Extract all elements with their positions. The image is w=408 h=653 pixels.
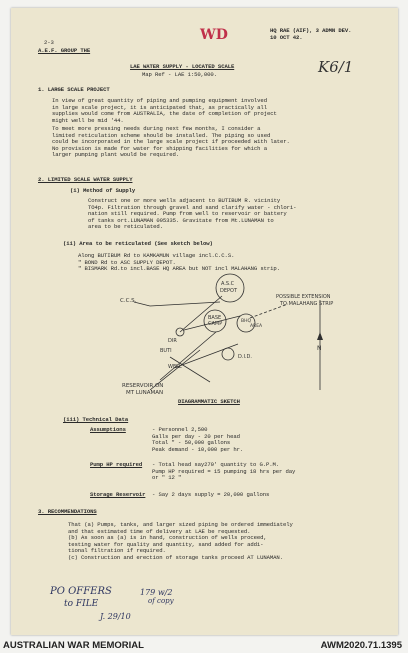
- date-line: 10 OCT 42.: [270, 34, 303, 41]
- file-heading: A.E.F. GROUP THE: [38, 47, 91, 54]
- handwritten-note: to FILE: [64, 599, 99, 609]
- sketch-label-road: DIR: [168, 338, 177, 344]
- page-ref: 2-3: [44, 39, 54, 46]
- recommendations-heading: 3. RECOMMENDATIONS: [38, 508, 97, 515]
- section-1-line: In view of great quantity of piping and pumping equipment involved: [52, 97, 267, 104]
- sketch-label-extension: POSSIBLE EXTENSION: [276, 294, 331, 300]
- section-1-line: might well be mid '44.: [52, 116, 124, 124]
- folio-number: K6/1: [318, 58, 354, 76]
- handwritten-note: J. 29/10: [100, 612, 131, 621]
- area-line: " BISMARK Rd.to incl.BASE HQ AREA but NOT incl MALAHANG strip.: [78, 265, 280, 272]
- area-heading: (ii) Area to be reticulated (See sketch below): [63, 240, 213, 247]
- method-line: TO4p. Filtration through gravel and sand clarify water - chlori-: [88, 203, 297, 211]
- section-1-line: larger pumping plant would be required.: [52, 151, 180, 158]
- recommendation-line: (b) As soon as (a) is in hand, construction of wells proceed,: [68, 534, 267, 541]
- pipe-line: [174, 344, 238, 368]
- recommendation-line: (c) Construction and erection of storage tanks proceed AT LUNAMAN.: [68, 553, 283, 561]
- area-line: Along BUTIBUM Rd to KAMKAMUN village incl.C.C.S.: [78, 252, 235, 259]
- footer-archive-name: AUSTRALIAN WAR MEMORIAL: [3, 640, 144, 651]
- sketch-label-road: BUTI: [160, 348, 172, 354]
- sketch-label-reservoir: RESERVOIR ON: [122, 383, 164, 389]
- assumption-line: Galls per day - 20 per head: [152, 432, 240, 440]
- recommendation-line: That (a) Pumps, tanks, and larger sized piping be ordered immediately: [68, 521, 293, 528]
- section-1-line: in large scale project, it is anticipated that, as practically all: [52, 103, 267, 111]
- method-line: of tanks ort.LUNAMAN 095335. Gravitate from Mt.LUNAMAN to: [88, 216, 274, 224]
- assumption-line: Peak demand - 10,000 per hr.: [152, 445, 244, 453]
- method-heading: (i) Method of Supply: [70, 187, 136, 194]
- assumptions-label: Assumptions: [90, 426, 126, 433]
- section-1-line: could be incorporated in the large scale project if proceeded with later.: [52, 138, 290, 145]
- sender-line: HQ RAE (AIF), 3 ADMN DEV.: [270, 27, 352, 34]
- assumption-line: Total " - 50,000 gallons: [152, 439, 231, 446]
- wd-stamp: WD: [200, 27, 228, 43]
- map-reference: Map Ref - LAE 1:50,000.: [142, 71, 217, 78]
- storage-text: - Say 2 days supply = 20,000 gallons: [152, 491, 270, 498]
- section-2-heading: 2. LIMITED SCALE WATER SUPPLY: [38, 176, 133, 183]
- technical-data-heading: (iii) Technical Data: [63, 416, 129, 423]
- sketch-label-bhq: BHQ: [241, 319, 252, 324]
- sketch-label-well: WELL: [168, 364, 182, 370]
- handwritten-note: of copy: [148, 597, 174, 605]
- sketch-north-label: N: [317, 345, 322, 352]
- section-1-line: To meet more pressing needs during next few months, I consider a: [52, 125, 261, 132]
- method-line: nation still required. Pump from well to reservoir or battery: [88, 210, 287, 217]
- north-arrow-head: [317, 332, 323, 340]
- diagrammatic-sketch: [120, 272, 350, 402]
- sketch-label-did: D.I.D.: [238, 354, 252, 360]
- road-line: [150, 302, 220, 306]
- area-line: " BOND Rd to ASC SUPPLY DEPOT.: [78, 258, 176, 266]
- sketch-label-depot: DEPOT: [220, 288, 238, 294]
- did-circle: [222, 348, 234, 360]
- handwritten-note: PO OFFERS: [50, 586, 112, 597]
- sketch-label-ccs: C.C.S.: [120, 298, 137, 304]
- assumption-line: - Personnel 2,500: [152, 426, 208, 433]
- recommendation-line: and that estimated time of delivery at LAE be requested.: [68, 527, 251, 535]
- handwritten-note: 179 w/2: [140, 588, 173, 597]
- sketch-label-camp: CAMP: [208, 321, 223, 327]
- section-1-line: No provision is made for water for shipping facilities for which a: [52, 144, 267, 152]
- section-1-line: supplies would come from AUSTRALIA, the date of completion of project: [52, 110, 277, 117]
- sketch-caption: DIAGRAMMATIC SKETCH: [178, 398, 240, 405]
- sketch-label-lunaman: MT LUNAMAN: [126, 390, 164, 396]
- document-title: LAE WATER SUPPLY - LOCATED SCALE: [130, 63, 235, 70]
- sketch-label-base: BASE: [208, 315, 222, 321]
- method-line: area to be reticulated.: [88, 223, 163, 230]
- pump-line: - Total head say270' quantity to G.P.M.: [152, 461, 280, 468]
- section-1-heading: 1. LARGE SCALE PROJECT: [38, 86, 110, 93]
- sketch-label-asc: A.S.C: [221, 281, 235, 287]
- pump-hp-label: Pump HP required: [90, 461, 143, 468]
- recommendation-line: testing water for quality and quantity, sand added for addi-: [68, 540, 264, 548]
- storage-label: Storage Reservoir: [90, 491, 146, 498]
- recommendation-line: tional filtration if required.: [68, 547, 166, 554]
- sketch-label-area: AREA: [250, 324, 263, 329]
- sketch-label-malahang: TO MALAHANG STRIP: [280, 301, 334, 307]
- pump-line: Pump HP required = 15 pumping 18 hrs per day: [152, 467, 296, 475]
- footer-accession-number: AWM2020.71.1395: [320, 640, 402, 651]
- section-1-line: limited reticulation scheme should be installed. The piping so used: [52, 131, 271, 139]
- method-line: Construct one or more wells adjacent to BUTIBUM R. vicinity: [88, 197, 281, 204]
- pump-line: or " 12 ": [152, 474, 182, 481]
